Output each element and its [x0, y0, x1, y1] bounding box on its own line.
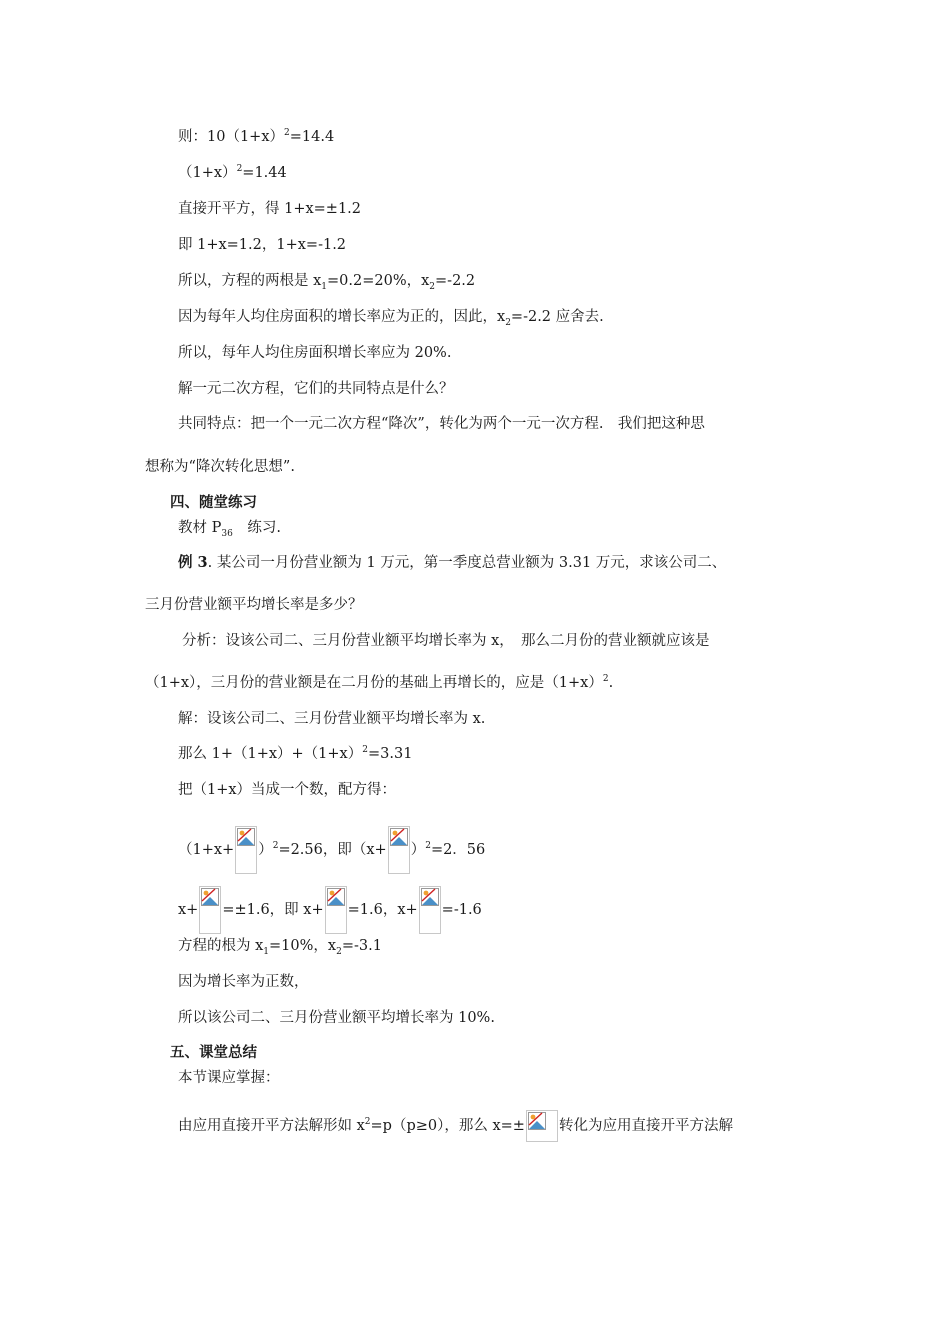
eq-line-2: $(1+x)^2=1.44$ — [178, 164, 287, 181]
summary-line-2: 由应用直接开平方法解形如 $x^2=p(p\ge 0)$，那么 x=± 转化为应用直接开平方法解 — [178, 1110, 733, 1142]
formula-image-icon — [235, 826, 257, 874]
text-line-8: 解一元二次方程，它们的共同特点是什么？ — [178, 381, 454, 397]
formula-image-icon — [419, 886, 441, 934]
formula-image-icon — [325, 886, 347, 934]
solution-line-4: （1+x+ ）$^2$=2.56，即（x+ ）$^2$=2．56 — [178, 826, 485, 874]
text-line-10: 想称为“降次转化思想”. — [145, 459, 295, 475]
text-line-9: 共同特点：把一个一元二次方程“降次”，转化为两个一元一次方程. 我们把这种思 — [178, 416, 705, 432]
formula-image-icon — [199, 886, 221, 934]
formula-image-icon — [388, 826, 410, 874]
solution-line-5: x+ =±1.6，即 x+ =1.6，x+ =-1.6 — [178, 886, 482, 934]
solution-line-6: 方程的根为 $x_1=10\%$，$x_2=-3.1$ — [178, 938, 382, 957]
section-heading-5: 五、课堂总结 — [170, 1045, 257, 1061]
text-line-6: 因为每年人均住房面积的增长率应为正的，因此，$x_2=-2.2$ 应舍去. — [178, 309, 604, 328]
example-3-line-1: 例 3. 某公司一月份营业额为 1 万元，第一季度总营业额为 3.31 万元，求该公司二、 — [178, 554, 727, 571]
analysis-line-2: （1+x），三月份的营业额是在二月份的基础上再增长的，应是$(1+x)^2$. — [145, 674, 614, 691]
solution-line-2: 那么 $1+(1+x)+(1+x)^2=3.31$ — [178, 745, 413, 762]
formula-image-icon — [526, 1110, 558, 1142]
section-heading-4: 四、随堂练习 — [170, 495, 257, 511]
solution-line-7: 因为增长率为正数， — [178, 974, 309, 990]
solution-line-1: 解：设该公司二、三月份营业额平均增长率为 x. — [178, 711, 486, 727]
text-line-11: 教材 $P_{36}$ 练习. — [178, 520, 281, 539]
text-line-7: 所以，每年人均住房面积增长率应为 20%. — [178, 345, 452, 361]
example-label: 例 3 — [178, 554, 208, 571]
eq-line-3: 直接开平方，得 1+x=±1.2 — [178, 201, 362, 217]
solution-line-8: 所以该公司二、三月份营业额平均增长率为 10%. — [178, 1010, 495, 1026]
eq-line-5: 所以，方程的两根是 $x_1=0.2=20\%$，$x_2=-2.2$ — [178, 273, 476, 292]
summary-line-1: 本节课应掌握： — [178, 1070, 280, 1086]
example-3-line-2: 三月份营业额平均增长率是多少？ — [145, 597, 363, 613]
eq-line-4: 即 1+x=1.2，1+x=-1.2 — [178, 237, 347, 253]
eq-line-1: 则：$10(1+x)^2=14.4$ — [178, 128, 335, 145]
solution-line-3: 把（1+x）当成一个数，配方得： — [178, 782, 397, 798]
analysis-line-1: 分析：设该公司二、三月份营业额平均增长率为 x， 那么二月份的营业额就应该是 — [182, 633, 710, 649]
